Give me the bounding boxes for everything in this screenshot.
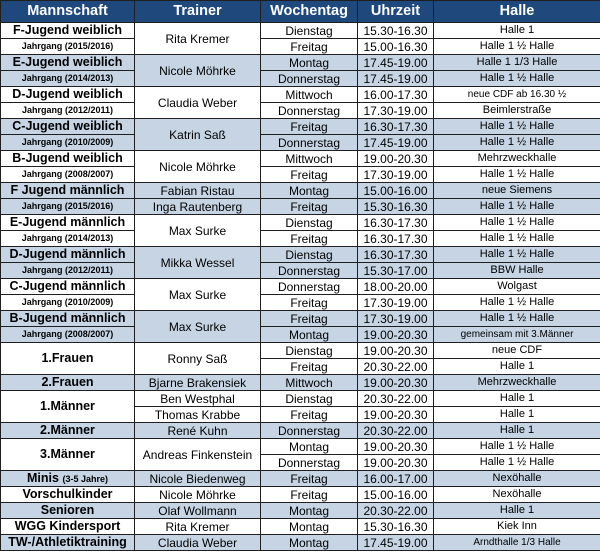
weekday: Montag bbox=[261, 535, 358, 551]
hall-name: neue Siemens bbox=[434, 183, 600, 199]
weekday: Donnerstag bbox=[261, 279, 358, 295]
time-slot: 19.00-20.30 bbox=[358, 327, 434, 343]
hall-name: Halle 1 bbox=[434, 359, 600, 375]
hall-name: Beimlerstraße bbox=[434, 103, 600, 119]
team-name: B-Jugend weiblich bbox=[1, 151, 135, 167]
table-row bbox=[1, 471, 600, 487]
table-row bbox=[1, 23, 600, 39]
trainer-name: Max Surke bbox=[135, 311, 261, 343]
time-slot: 16.30-17.30 bbox=[358, 215, 434, 231]
hall-name: Nexöhalle bbox=[434, 471, 600, 487]
time-slot: 15.00-16.00 bbox=[358, 487, 434, 503]
team-label: Vorschulkinder bbox=[22, 487, 113, 502]
hall-name: Halle 1 ½ Halle bbox=[434, 247, 600, 263]
header-time: Uhrzeit bbox=[358, 1, 434, 23]
table-row bbox=[1, 391, 600, 407]
hall-name: Halle 1 ½ Halle bbox=[434, 71, 600, 87]
hall-name: Halle 1 bbox=[434, 407, 600, 423]
trainer-name: Ronny Saß bbox=[135, 343, 261, 375]
time-slot: 15.30-16.30 bbox=[358, 519, 434, 535]
team-name bbox=[1, 375, 135, 391]
table-row bbox=[1, 295, 600, 311]
team-label: TW-/Athletiktraining bbox=[8, 535, 127, 550]
trainer-name: Nicole Möhrke bbox=[135, 55, 261, 87]
table-row bbox=[1, 39, 600, 55]
trainer-name: Rita Kremer bbox=[135, 23, 261, 55]
team-year: Jahrgang (2008/2007) bbox=[1, 327, 135, 343]
team-name bbox=[1, 503, 135, 519]
time-slot: 19.00-20.30 bbox=[358, 455, 434, 471]
time-slot: 19.00-20.30 bbox=[358, 407, 434, 423]
weekday: Donnerstag bbox=[261, 455, 358, 471]
hall-name: Mehrzweckhalle bbox=[434, 375, 600, 391]
time-slot: 17.30-19.00 bbox=[358, 295, 434, 311]
time-slot: 15.30-17.00 bbox=[358, 263, 434, 279]
hall-name: Halle 1 bbox=[434, 23, 600, 39]
hall-name: Halle 1 ½ Halle bbox=[434, 295, 600, 311]
team-year: Jahrgang (2015/2016) bbox=[1, 199, 135, 215]
table-row bbox=[1, 71, 600, 87]
time-slot: 19.00-20.30 bbox=[358, 151, 434, 167]
time-slot: 15.00-16.30 bbox=[358, 39, 434, 55]
hall-name: Halle 1 ½ Halle bbox=[434, 39, 600, 55]
hall-name: Halle 1 bbox=[434, 503, 600, 519]
trainer-name: Mikka Wessel bbox=[135, 247, 261, 279]
table-row bbox=[1, 487, 600, 503]
time-slot: 17.45-19.00 bbox=[358, 135, 434, 151]
table-row bbox=[1, 375, 600, 391]
hall-name: BBW Halle bbox=[434, 263, 600, 279]
team-name bbox=[1, 439, 135, 471]
weekday: Freitag bbox=[261, 39, 358, 55]
team-name bbox=[1, 391, 135, 423]
table-row bbox=[1, 103, 600, 119]
team-year: Jahrgang (2015/2016) bbox=[1, 39, 135, 55]
schedule-body bbox=[1, 23, 600, 551]
trainer-name: Rita Kremer bbox=[135, 519, 261, 535]
table-row bbox=[1, 439, 600, 455]
table-row bbox=[1, 215, 600, 231]
trainer-name: Thomas Krabbe bbox=[135, 407, 261, 423]
weekday: Freitag bbox=[261, 487, 358, 503]
weekday: Freitag bbox=[261, 359, 358, 375]
weekday: Dienstag bbox=[261, 23, 358, 39]
trainer-name: Claudia Weber bbox=[135, 535, 261, 551]
team-year: Jahrgang (2014/2013) bbox=[1, 231, 135, 247]
weekday: Donnerstag bbox=[261, 103, 358, 119]
trainer-name: Bjarne Brakensiek bbox=[135, 375, 261, 391]
time-slot: 17.45-19.00 bbox=[358, 535, 434, 551]
weekday: Donnerstag bbox=[261, 71, 358, 87]
table-row bbox=[1, 311, 600, 327]
time-slot: 20.30-22.00 bbox=[358, 503, 434, 519]
weekday: Freitag bbox=[261, 119, 358, 135]
time-slot: 19.00-20.30 bbox=[358, 439, 434, 455]
team-label: Senioren bbox=[40, 503, 95, 518]
hall-name: Halle 1 bbox=[434, 391, 600, 407]
table-row bbox=[1, 135, 600, 151]
hall-name: Halle 1 bbox=[434, 423, 600, 439]
team-name: C-Jugend männlich bbox=[1, 279, 135, 295]
team-label: WGG Kindersport bbox=[14, 519, 121, 534]
trainer-name: Nicole Möhrke bbox=[135, 151, 261, 183]
trainer-name: Andreas Finkenstein bbox=[135, 439, 261, 471]
table-row bbox=[1, 151, 600, 167]
time-slot: 20.30-22.00 bbox=[358, 423, 434, 439]
hall-name: Arndthalle 1/3 Halle bbox=[434, 535, 600, 551]
header-row bbox=[1, 1, 600, 23]
weekday: Montag bbox=[261, 183, 358, 199]
trainer-name: Inga Rautenberg bbox=[135, 199, 261, 215]
time-slot: 16.00-17.00 bbox=[358, 471, 434, 487]
team-name bbox=[1, 423, 135, 439]
weekday: Donnerstag bbox=[261, 423, 358, 439]
team-name: F-Jugend weiblich bbox=[1, 23, 135, 39]
weekday: Dienstag bbox=[261, 215, 358, 231]
table-row bbox=[1, 247, 600, 263]
weekday: Mittwoch bbox=[261, 87, 358, 103]
trainer-name: Max Surke bbox=[135, 279, 261, 311]
hall-name: Halle 1 ½ Halle bbox=[434, 199, 600, 215]
hall-name: Halle 1 ½ Halle bbox=[434, 167, 600, 183]
header-team: Mannschaft bbox=[1, 1, 135, 23]
hall-name: neue CDF ab 16.30 ½ bbox=[434, 87, 600, 103]
weekday: Donnerstag bbox=[261, 135, 358, 151]
hall-name: Halle 1 1/3 Halle bbox=[434, 55, 600, 71]
header-hall: Halle bbox=[434, 1, 600, 23]
table-row bbox=[1, 87, 600, 103]
hall-name: Halle 1 ½ Halle bbox=[434, 311, 600, 327]
hall-name: Halle 1 ½ Halle bbox=[434, 455, 600, 471]
weekday: Mittwoch bbox=[261, 375, 358, 391]
team-year: Jahrgang (2010/2009) bbox=[1, 295, 135, 311]
time-slot: 20.30-22.00 bbox=[358, 359, 434, 375]
table-row bbox=[1, 503, 600, 519]
hall-name: Halle 1 ½ Halle bbox=[434, 215, 600, 231]
table-row bbox=[1, 231, 600, 247]
time-slot: 16.30-17.30 bbox=[358, 247, 434, 263]
team-name: D-Jugend weiblich bbox=[1, 87, 135, 103]
trainer-name: Ben Westphal bbox=[135, 391, 261, 407]
weekday: Freitag bbox=[261, 295, 358, 311]
trainer-name: Fabian Ristau bbox=[135, 183, 261, 199]
weekday: Freitag bbox=[261, 311, 358, 327]
time-slot: 19.00-20.30 bbox=[358, 343, 434, 359]
hall-name: neue CDF bbox=[434, 343, 600, 359]
trainer-name: Max Surke bbox=[135, 215, 261, 247]
team-label: 2.Frauen bbox=[41, 375, 94, 390]
hall-name: Kiek Inn bbox=[434, 519, 600, 535]
team-name: E-Jugend männlich bbox=[1, 215, 135, 231]
hall-name: Halle 1 ½ Halle bbox=[434, 135, 600, 151]
team-name: D-Jugend männlich bbox=[1, 247, 135, 263]
weekday: Freitag bbox=[261, 407, 358, 423]
team-name bbox=[1, 487, 135, 503]
weekday: Donnerstag bbox=[261, 263, 358, 279]
table-row bbox=[1, 183, 600, 199]
time-slot: 15.30-16.30 bbox=[358, 199, 434, 215]
time-slot: 15.00-16.00 bbox=[358, 183, 434, 199]
table-row bbox=[1, 343, 600, 359]
table-row bbox=[1, 519, 600, 535]
team-name bbox=[1, 343, 135, 375]
team-year: Jahrgang (2014/2013) bbox=[1, 71, 135, 87]
table-row bbox=[1, 327, 600, 343]
team-name: E-Jugend weiblich bbox=[1, 55, 135, 71]
table-row bbox=[1, 119, 600, 135]
table-row bbox=[1, 423, 600, 439]
team-name bbox=[1, 535, 135, 551]
time-slot: 18.00-20.00 bbox=[358, 279, 434, 295]
table-row bbox=[1, 279, 600, 295]
time-slot: 16.30-17.30 bbox=[358, 231, 434, 247]
weekday: Dienstag bbox=[261, 391, 358, 407]
hall-name: Mehrzweckhalle bbox=[434, 151, 600, 167]
time-slot: 17.30-19.00 bbox=[358, 311, 434, 327]
team-year: Jahrgang (2008/2007) bbox=[1, 167, 135, 183]
team-label: Minis bbox=[27, 471, 59, 486]
hall-name: Wolgast bbox=[434, 279, 600, 295]
team-year: Jahrgang (2010/2009) bbox=[1, 135, 135, 151]
hall-name: gemeinsam mit 3.Männer bbox=[434, 327, 600, 343]
team-name bbox=[1, 471, 135, 487]
hall-name: Halle 1 ½ Halle bbox=[434, 231, 600, 247]
table-row bbox=[1, 535, 600, 551]
time-slot: 17.45-19.00 bbox=[358, 71, 434, 87]
time-slot: 16.30-17.30 bbox=[358, 119, 434, 135]
table-row bbox=[1, 263, 600, 279]
weekday: Montag bbox=[261, 55, 358, 71]
trainer-name: Katrin Saß bbox=[135, 119, 261, 151]
weekday: Montag bbox=[261, 519, 358, 535]
table-row bbox=[1, 199, 600, 215]
hall-name: Nexöhalle bbox=[434, 487, 600, 503]
weekday: Dienstag bbox=[261, 343, 358, 359]
team-label: 3.Männer bbox=[40, 447, 95, 462]
trainer-name: Claudia Weber bbox=[135, 87, 261, 119]
weekday: Freitag bbox=[261, 167, 358, 183]
weekday: Mittwoch bbox=[261, 151, 358, 167]
weekday: Freitag bbox=[261, 199, 358, 215]
time-slot: 17.30-19.00 bbox=[358, 167, 434, 183]
team-name bbox=[1, 519, 135, 535]
weekday: Freitag bbox=[261, 471, 358, 487]
weekday: Montag bbox=[261, 503, 358, 519]
team-name: B-Jugend männlich bbox=[1, 311, 135, 327]
table-row bbox=[1, 55, 600, 71]
weekday: Montag bbox=[261, 439, 358, 455]
header-trainer: Trainer bbox=[135, 1, 261, 23]
time-slot: 19.00-20.30 bbox=[358, 375, 434, 391]
weekday: Dienstag bbox=[261, 247, 358, 263]
weekday: Montag bbox=[261, 327, 358, 343]
time-slot: 17.45-19.00 bbox=[358, 55, 434, 71]
trainer-name: René Kuhn bbox=[135, 423, 261, 439]
weekday: Freitag bbox=[261, 231, 358, 247]
time-slot: 15.30-16.30 bbox=[358, 23, 434, 39]
team-age-note: (3-5 Jahre) bbox=[62, 474, 108, 485]
time-slot: 20.30-22.00 bbox=[358, 391, 434, 407]
header-weekday: Wochentag bbox=[261, 1, 358, 23]
team-label: 2.Männer bbox=[40, 423, 95, 438]
time-slot: 16.00-17.30 bbox=[358, 87, 434, 103]
team-name: C-Jugend weiblich bbox=[1, 119, 135, 135]
hall-name: Halle 1 ½ Halle bbox=[434, 119, 600, 135]
trainer-name: Nicole Möhrke bbox=[135, 487, 261, 503]
table-row bbox=[1, 167, 600, 183]
team-name: F Jugend männlich bbox=[1, 183, 135, 199]
trainer-name: Nicole Biedenweg bbox=[135, 471, 261, 487]
team-year: Jahrgang (2012/2011) bbox=[1, 103, 135, 119]
hall-name: Halle 1 ½ Halle bbox=[434, 439, 600, 455]
team-label: 1.Männer bbox=[40, 399, 95, 414]
time-slot: 17.30-19.00 bbox=[358, 103, 434, 119]
team-year: Jahrgang (2012/2011) bbox=[1, 263, 135, 279]
team-label: 1.Frauen bbox=[41, 351, 94, 366]
trainer-name: Olaf Wollmann bbox=[135, 503, 261, 519]
